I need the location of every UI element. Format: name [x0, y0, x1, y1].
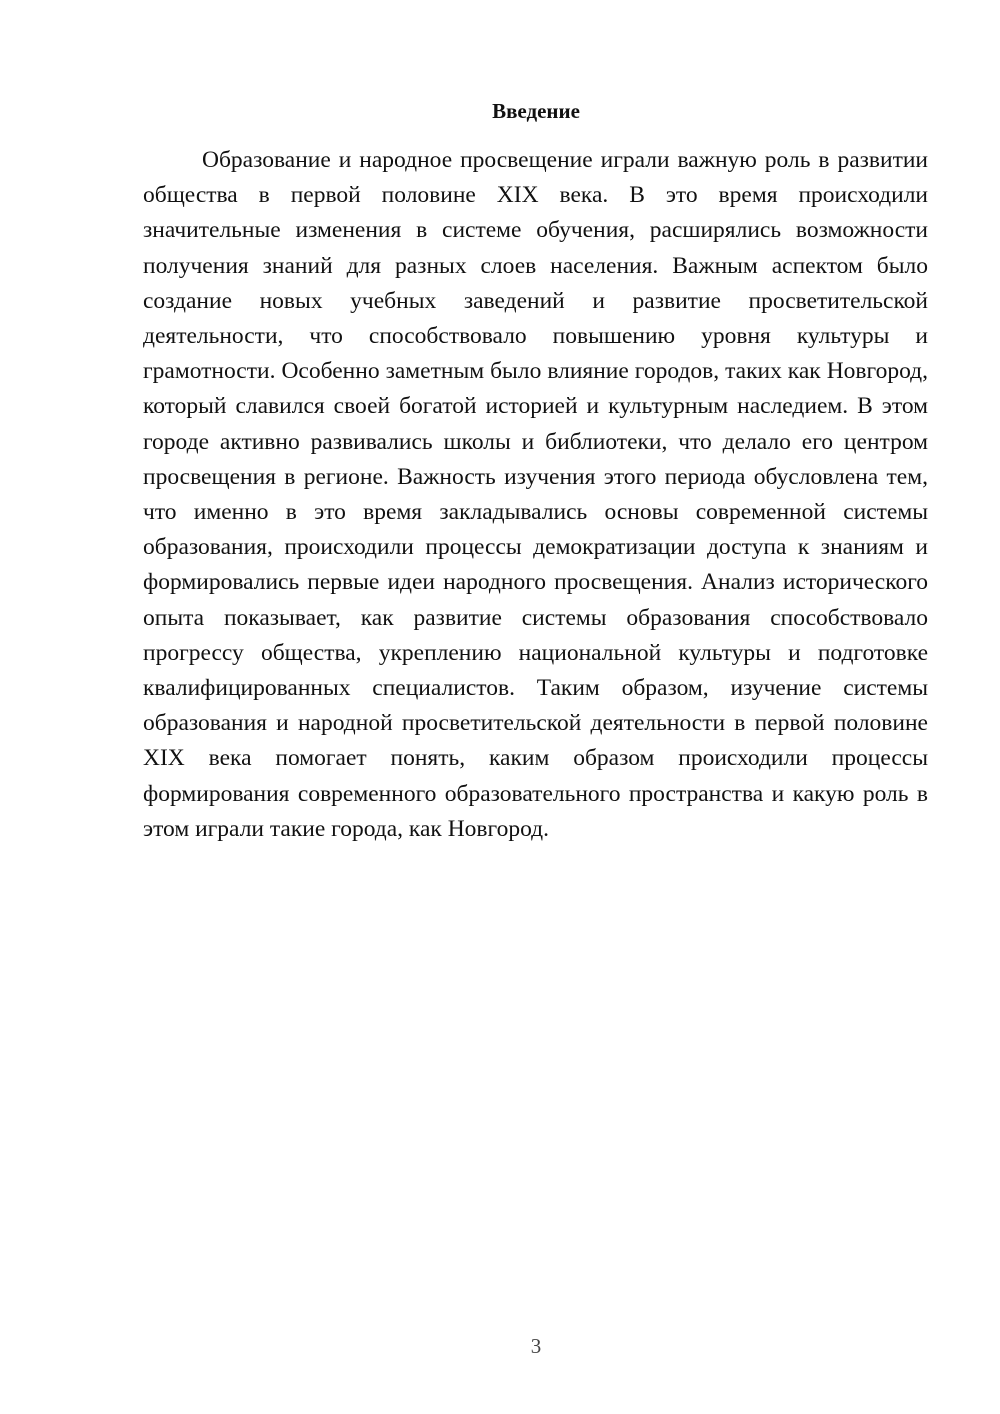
page-number: 3 [530, 1334, 542, 1358]
section-title: Введение [492, 99, 580, 123]
body-paragraph: Образование и народное просвещение играли важную роль в развитии общества в первой половине XIX века. В это время происходили значительные изменения в системе обучения, расширялись возможности получения знаний для разных слоев населения. Важным аспектом было создание новых учебных заведений и развитие просветительской деятельности, что способствовало повышению уровня культуры и грамотности. Особенно заметным было влияние городов, таких как Новгород, который славился своей богатой историей и культурным наследием. В этом городе активно развивались школы и библиотеки, что делало его центром просвещения в регионе. Важность изучения этого периода обусловлена тем, что именно в это время закладывались основы современной системы образования, происходили процессы демократизации доступа к знаниям и формировались первые идеи народного просвещения. Анализ исторического опыта показывает, как развитие системы образования способствовало прогрессу общества, укреплению национальной культуры и подготовке квалифицированных специалистов. Таким образом, изучение системы образования и народной просветительской деятельности в первой половине XIX века помогает понять, каким образом происходили процессы формирования современного образовательного пространства и какую роль в этом играли такие города, как Новгород. [143, 147, 928, 842]
